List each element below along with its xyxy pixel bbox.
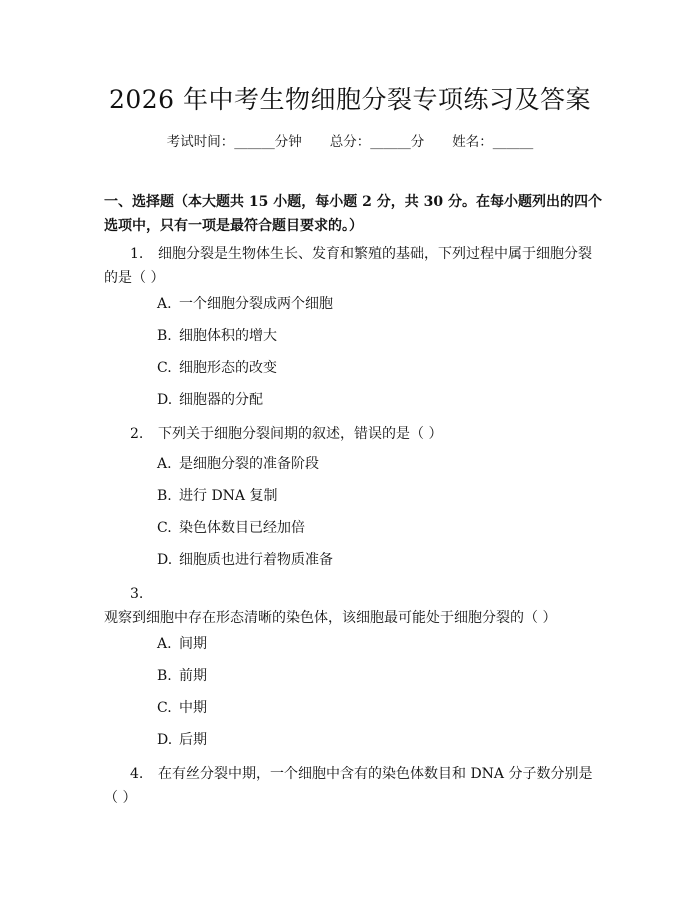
question-number: 2. bbox=[130, 426, 144, 442]
question-1 bbox=[104, 242, 604, 290]
option-2a bbox=[157, 454, 319, 474]
option-text: 一个细胞分裂成两个细胞 bbox=[179, 296, 333, 312]
option-text: 细胞器的分配 bbox=[179, 392, 263, 408]
section-heading: 一、选择题（本大题共 15 小题，每小题 2 分，共 30 分。在每小题列出的四个选项中，只有一项是最符合题目要求的。） bbox=[104, 194, 602, 234]
name-label: 姓名：______ bbox=[452, 134, 534, 150]
option-text: 中期 bbox=[179, 700, 207, 716]
option-text: 前期 bbox=[179, 668, 207, 684]
option-text: 间期 bbox=[179, 636, 207, 652]
option-letter: D. bbox=[157, 392, 173, 408]
option-3a bbox=[157, 634, 207, 654]
exam-time-label: 考试时间：______分钟 bbox=[166, 134, 302, 150]
question-text: 在有丝分裂中期，一个细胞中含有的染色体数目和 DNA 分子数分别是（ ） bbox=[104, 766, 593, 806]
option-letter: D. bbox=[157, 552, 173, 568]
option-text: 是细胞分裂的准备阶段 bbox=[179, 456, 319, 472]
option-3c bbox=[157, 698, 207, 718]
option-text: 后期 bbox=[179, 732, 207, 748]
page-title: 2026 年中考生物细胞分裂专项练习及答案 bbox=[108, 85, 592, 114]
question-number: 4. bbox=[130, 766, 144, 782]
option-letter: C. bbox=[157, 520, 172, 536]
question-text: 细胞分裂是生物体生长、发育和繁殖的基础，下列过程中属于细胞分裂的是（ ） bbox=[104, 246, 592, 286]
option-2b bbox=[157, 486, 278, 506]
option-1b bbox=[157, 326, 277, 346]
option-text: 细胞形态的改变 bbox=[179, 360, 277, 376]
option-letter: B. bbox=[157, 488, 172, 504]
exam-meta bbox=[0, 130, 700, 150]
option-letter: C. bbox=[157, 700, 172, 716]
question-text: 下列关于细胞分裂间期的叙述，错误的是（ ） bbox=[158, 426, 443, 442]
option-3d bbox=[157, 730, 207, 750]
option-letter: A. bbox=[157, 456, 172, 472]
question-2 bbox=[104, 422, 604, 446]
option-text: 染色体数目已经加倍 bbox=[179, 520, 305, 536]
question-3 bbox=[104, 582, 604, 630]
option-text: 细胞体积的增大 bbox=[179, 328, 277, 344]
option-letter: B. bbox=[157, 328, 172, 344]
option-2d bbox=[157, 550, 333, 570]
option-letter: B. bbox=[157, 668, 172, 684]
question-4 bbox=[104, 762, 604, 810]
option-1a bbox=[157, 294, 333, 314]
option-2c bbox=[157, 518, 305, 538]
option-3b bbox=[157, 666, 207, 686]
option-letter: A. bbox=[157, 296, 172, 312]
option-letter: C. bbox=[157, 360, 172, 376]
option-letter: D. bbox=[157, 732, 173, 748]
option-text: 进行 DNA 复制 bbox=[179, 488, 278, 504]
total-score-label: 总分：______分 bbox=[329, 134, 425, 150]
question-number: 1. bbox=[130, 246, 144, 262]
option-1d bbox=[157, 390, 263, 410]
option-1c bbox=[157, 358, 277, 378]
option-text: 细胞质也进行着物质准备 bbox=[179, 552, 333, 568]
question-text: 观察到细胞中存在形态清晰的染色体，该细胞最可能处于细胞分裂的（ ） bbox=[104, 610, 557, 626]
question-number: 3. bbox=[130, 586, 144, 602]
option-letter: A. bbox=[157, 636, 172, 652]
